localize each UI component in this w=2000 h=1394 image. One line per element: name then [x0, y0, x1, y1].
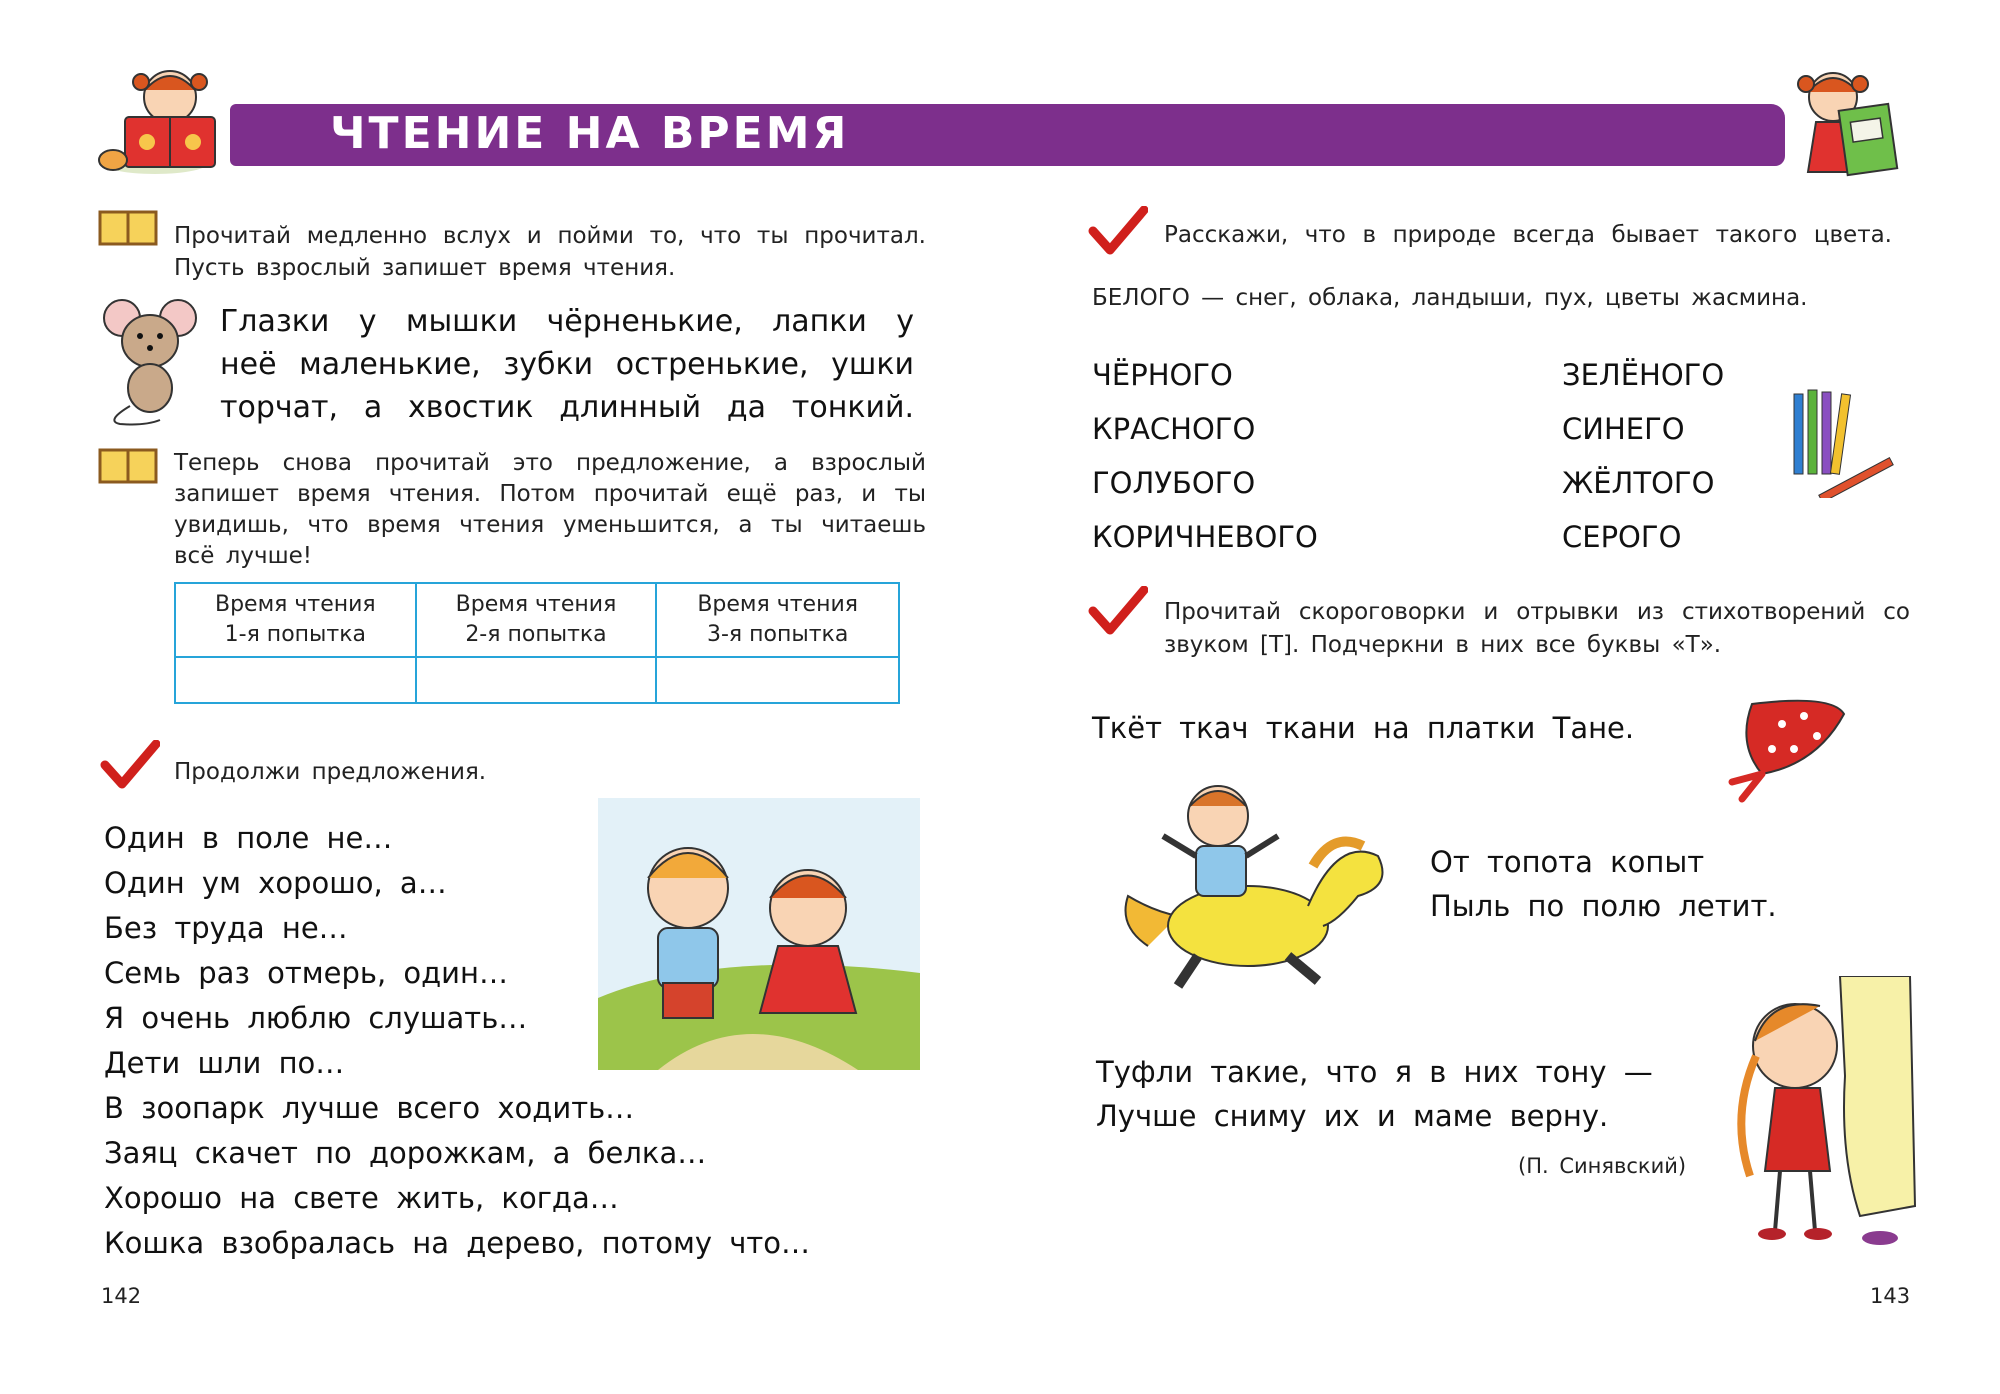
- check-icon: [100, 740, 160, 790]
- color-grey: СЕРОГО: [1562, 520, 1682, 554]
- color-green: ЗЕЛЁНОГО: [1562, 358, 1725, 392]
- girl-hugging-mother-illustration: [1720, 976, 1920, 1258]
- table-header-cell: Время чтения 3-я попытка: [657, 584, 898, 658]
- list-item: Семь раз отмерь, один…: [104, 956, 508, 990]
- table-input-cell[interactable]: [176, 658, 417, 702]
- color-black: ЧЁРНОГО: [1092, 358, 1233, 392]
- check-icon: [1088, 586, 1148, 636]
- mouse-reading-text: Глазки у мышки чёрненькие, лапки у неё маленькие, зубки остренькие, ушки торчат, а хвостик длинный да тонкий.: [220, 304, 914, 425]
- task-continue-sentences: Продолжи предложения.: [174, 759, 487, 785]
- list-item: Один ум хорошо, а…: [104, 866, 447, 900]
- list-item: Я очень люблю слушать…: [104, 1001, 528, 1035]
- mouse-illustration: [100, 296, 200, 426]
- list-item: Заяц скачет по дорожкам, а белка…: [104, 1136, 707, 1170]
- table-header-cell: Время чтения 1-я попытка: [176, 584, 417, 658]
- verse1-line1: От топота копыт: [1430, 845, 1705, 879]
- color-blue: СИНЕГО: [1562, 412, 1685, 446]
- task-nature-colors: Расскажи, что в природе всегда бывает такого цвета.: [1164, 222, 1892, 248]
- verse2-line2: Лучше сниму их и маме верну.: [1096, 1099, 1609, 1133]
- task-read-again: Теперь снова прочитай это предложение, а взрослый запишет время чтения. Потом прочитай ещё раз, и ты увидишь, что время чтения уменьшится, а ты читаешь всё лучше!: [174, 450, 926, 569]
- color-light-blue: ГОЛУБОГО: [1092, 466, 1256, 500]
- table-header-cell: Время чтения 2-я попытка: [417, 584, 658, 658]
- boy-on-horse-illustration: [1108, 776, 1398, 998]
- list-item: Дети шли по…: [104, 1046, 345, 1080]
- check-icon: [1088, 206, 1148, 256]
- task-tongue-twisters: Прочитай скороговорки и отрывки из стихотворений со звуком [Т]. Подчеркни в них все буквы «Т».: [1164, 599, 1910, 658]
- girl-reading-illustration: [95, 62, 235, 182]
- book-icon: [97, 446, 161, 486]
- verse2-line1: Туфли такие, что я в них тону —: [1096, 1055, 1653, 1089]
- page-number-left: 142: [101, 1284, 142, 1308]
- list-item: Один в поле не…: [104, 821, 393, 855]
- table-input-cell[interactable]: [417, 658, 658, 702]
- color-yellow: ЖЁЛТОГО: [1562, 466, 1715, 500]
- white-example: БЕЛОГО — снег, облака, ландыши, пух, цветы жасмина.: [1092, 285, 1808, 311]
- color-brown: КОРИЧНЕВОГО: [1092, 520, 1318, 554]
- table-input-cell[interactable]: [657, 658, 898, 702]
- book-icon: [97, 208, 161, 248]
- list-item: В зоопарк лучше всего ходить…: [104, 1091, 635, 1125]
- tongue-twister-text: Ткёт ткач ткани на платки Тане.: [1092, 711, 1635, 745]
- headscarf-illustration: [1722, 694, 1852, 806]
- page-number-right: 143: [1870, 1284, 1911, 1308]
- page-title: ЧТЕНИЕ НА ВРЕМЯ: [330, 108, 850, 159]
- list-item: Кошка взобралась на дерево, потому что…: [104, 1226, 810, 1260]
- list-item: Хорошо на свете жить, когда…: [104, 1181, 619, 1215]
- pencils-illustration: [1786, 382, 1902, 498]
- verse1-line2: Пыль по полю летит.: [1430, 889, 1777, 923]
- girl-with-book-illustration: [1788, 62, 1908, 187]
- poem-author: (П. Синявский): [1518, 1154, 1687, 1178]
- color-red: КРАСНОГО: [1092, 412, 1256, 446]
- task-read-slowly: Прочитай медленно вслух и пойми то, что ты прочитал. Пусть взрослый запишет время чтения.: [174, 223, 926, 281]
- list-item: Без труда не…: [104, 911, 348, 945]
- kids-walking-illustration: [598, 798, 920, 1070]
- reading-time-table: [174, 582, 900, 704]
